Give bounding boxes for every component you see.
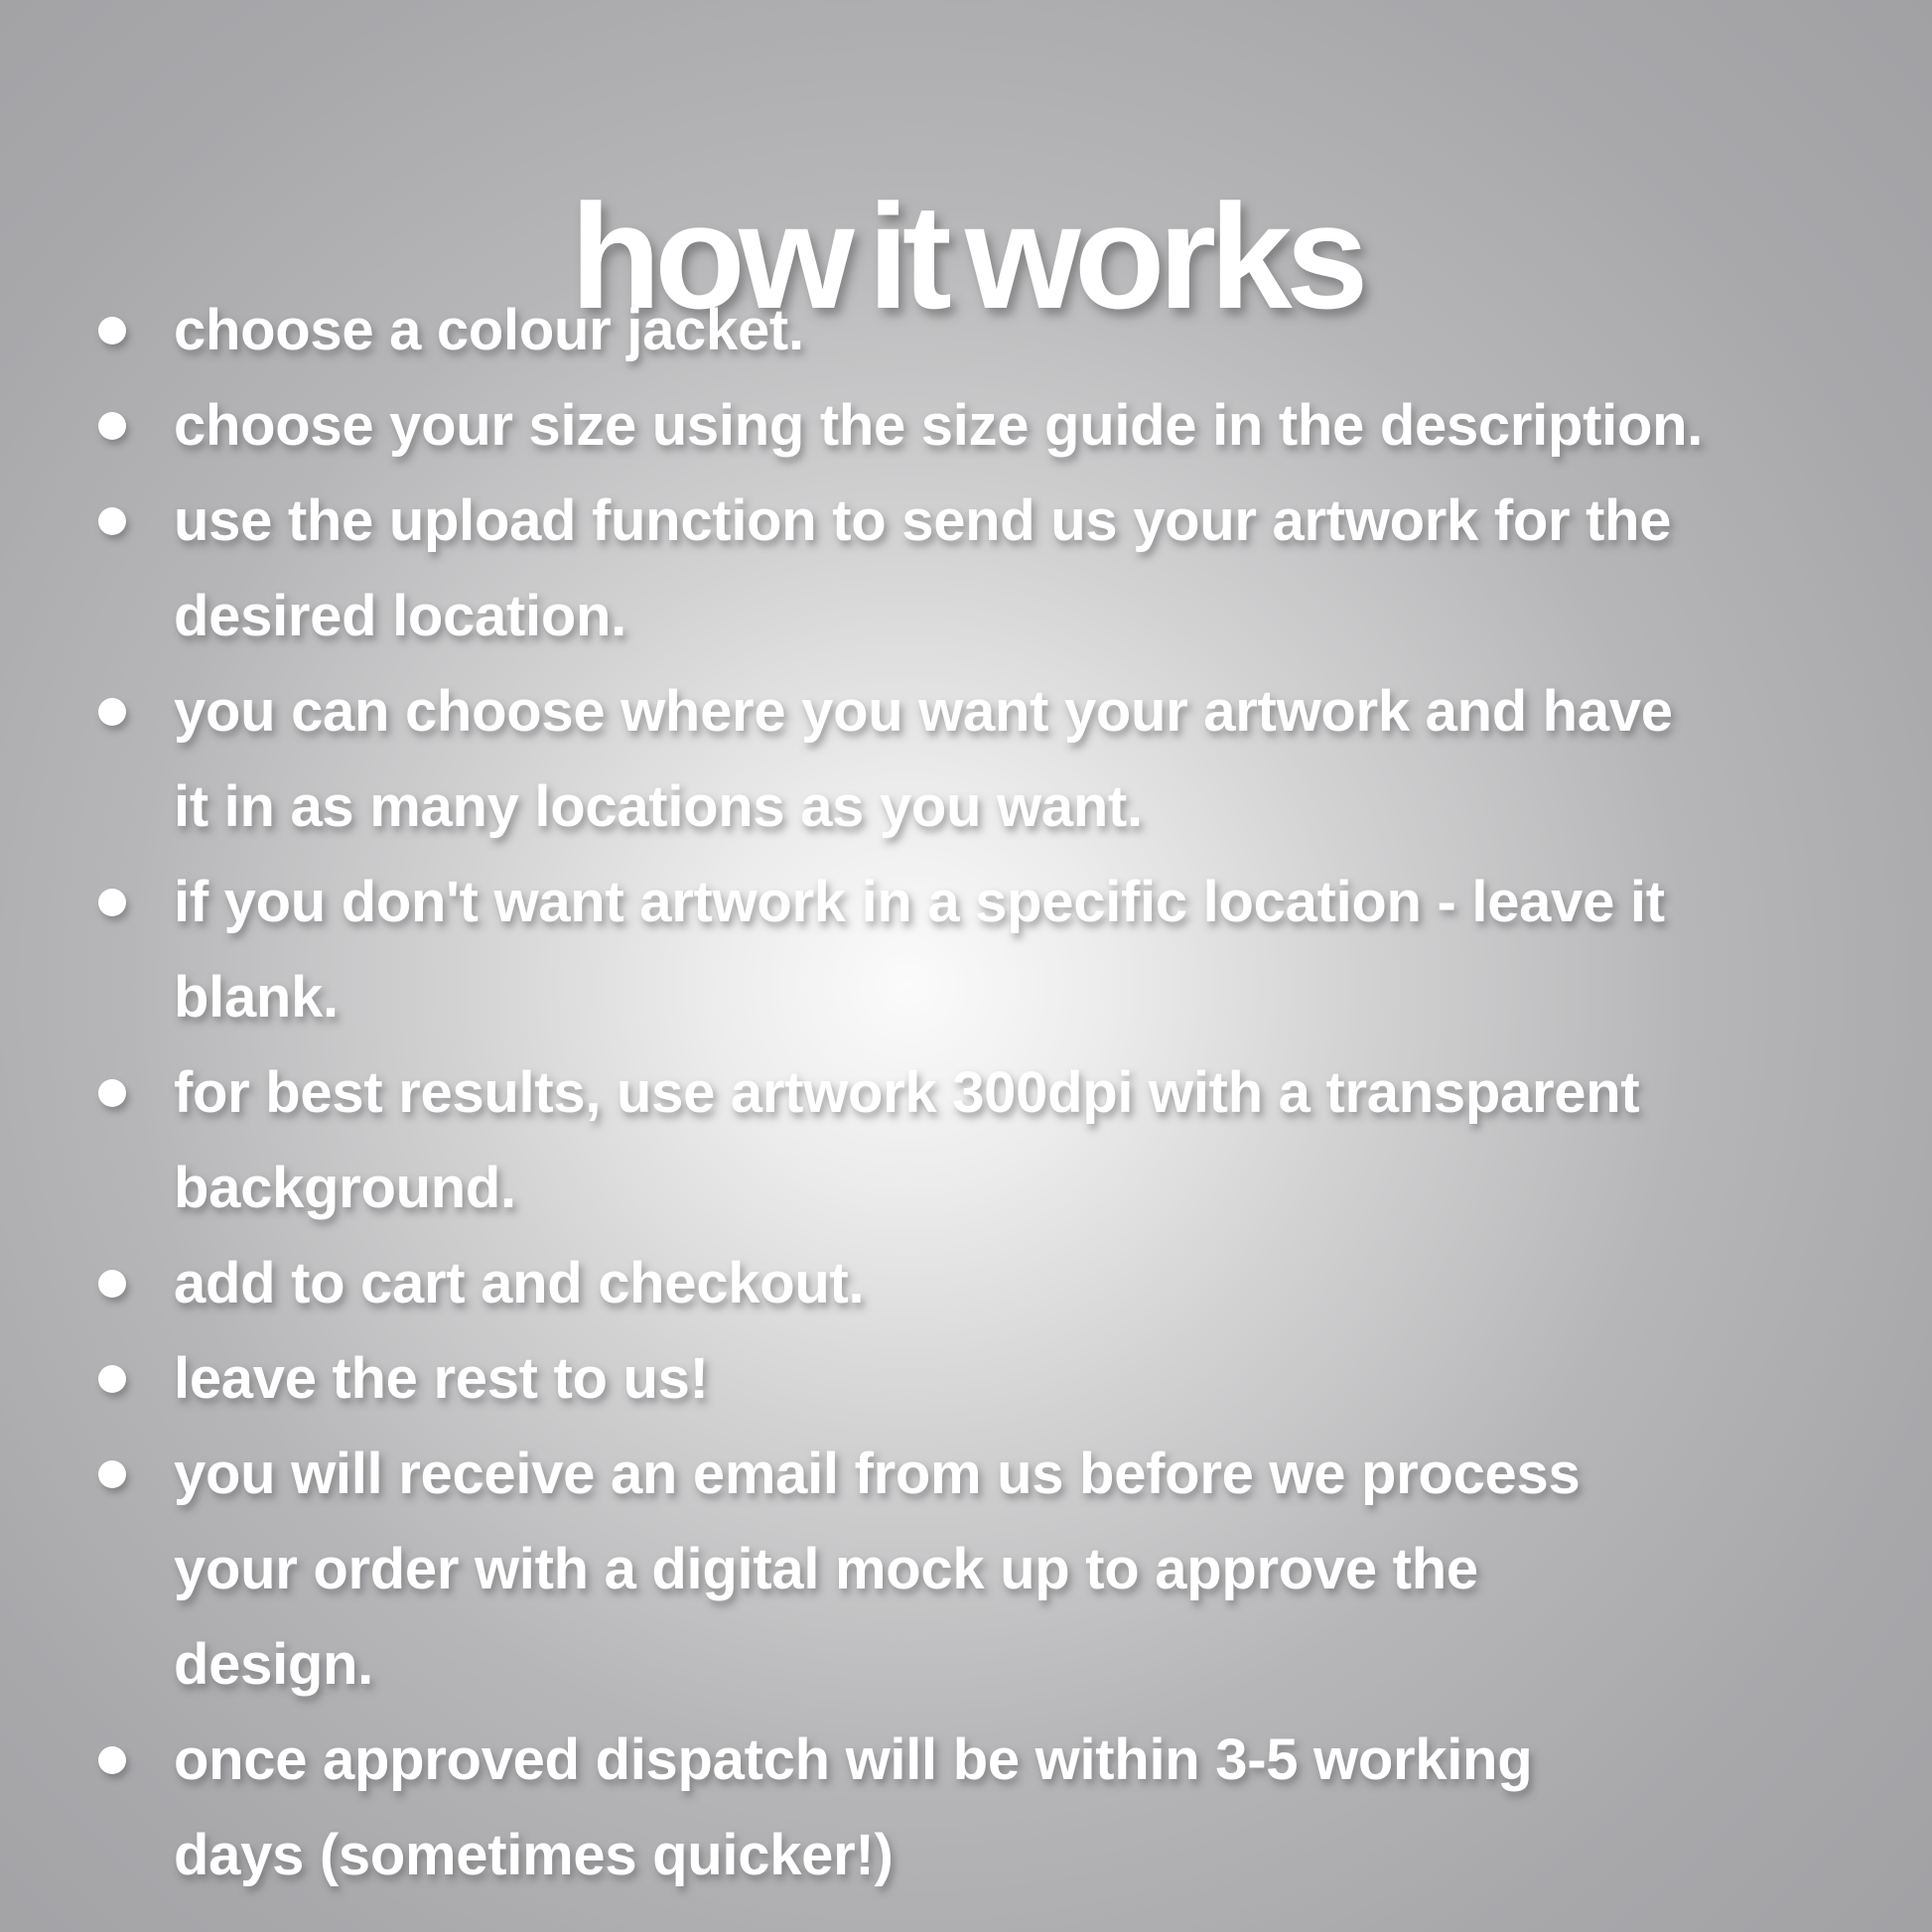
list-item-text [174,1045,1639,1236]
list-item-text [174,1331,709,1427]
list-item-line: desired location. [174,584,626,648]
list-item [98,855,1902,1045]
bullet-dot [98,412,126,440]
list-item-line: add to cart and checkout. [174,1251,865,1315]
bullet-dot [98,317,126,345]
list-item-line: for best results, use artwork 300dpi with a transparent [174,1060,1640,1125]
list-item-line: days (sometimes quicker!) [174,1823,894,1887]
bullet-dot [98,1365,126,1393]
list-item-line: leave the rest to us! [174,1346,709,1411]
page-title: how it works [570,172,1362,340]
list-item-line: you will receive an email from us before we process [174,1442,1581,1506]
list-item-line: use the upload function to send us your artwork for the [174,488,1672,553]
bullet-dot [98,1270,126,1298]
list-item [98,1427,1902,1713]
bullet-dot [98,698,126,726]
list-item-line: background. [174,1156,516,1220]
list-item [98,1331,1902,1427]
list-item-text [174,474,1671,664]
bullet-dot [98,507,126,535]
list-item-line: you can choose where you want your artwork and have [174,679,1673,744]
list-item [98,1236,1902,1331]
list-item [98,1713,1902,1903]
list-item [98,283,1902,378]
list-item-text [174,855,1665,1045]
list-item [98,474,1902,664]
list-item-text [174,1236,864,1331]
bullet-dot [98,889,126,916]
list-item-line: choose your size using the size guide in the description. [174,393,1704,458]
list-item-text [174,378,1703,474]
list-item-text [174,1427,1580,1713]
list-item [98,378,1902,474]
instructions-list [98,283,1902,1903]
list-item-line: your order with a digital mock up to approve the [174,1537,1478,1601]
list-item-line: blank. [174,965,339,1030]
bullet-dot [98,1460,126,1488]
list-item [98,1045,1902,1236]
bullet-dot [98,1079,126,1107]
list-item-line: design. [174,1632,373,1697]
list-item-line: once approved dispatch will be within 3-5 working [174,1727,1533,1792]
list-item-line: choose a colour jacket. [174,298,804,362]
list-item-text [174,664,1673,855]
list-item-text [174,1713,1532,1903]
list-item [98,664,1902,855]
list-item-line: if you don't want artwork in a specific location - leave it [174,870,1665,934]
list-item-line: it in as many locations as you want. [174,774,1143,839]
bullet-dot [98,1746,126,1774]
list-item-text [174,283,804,378]
